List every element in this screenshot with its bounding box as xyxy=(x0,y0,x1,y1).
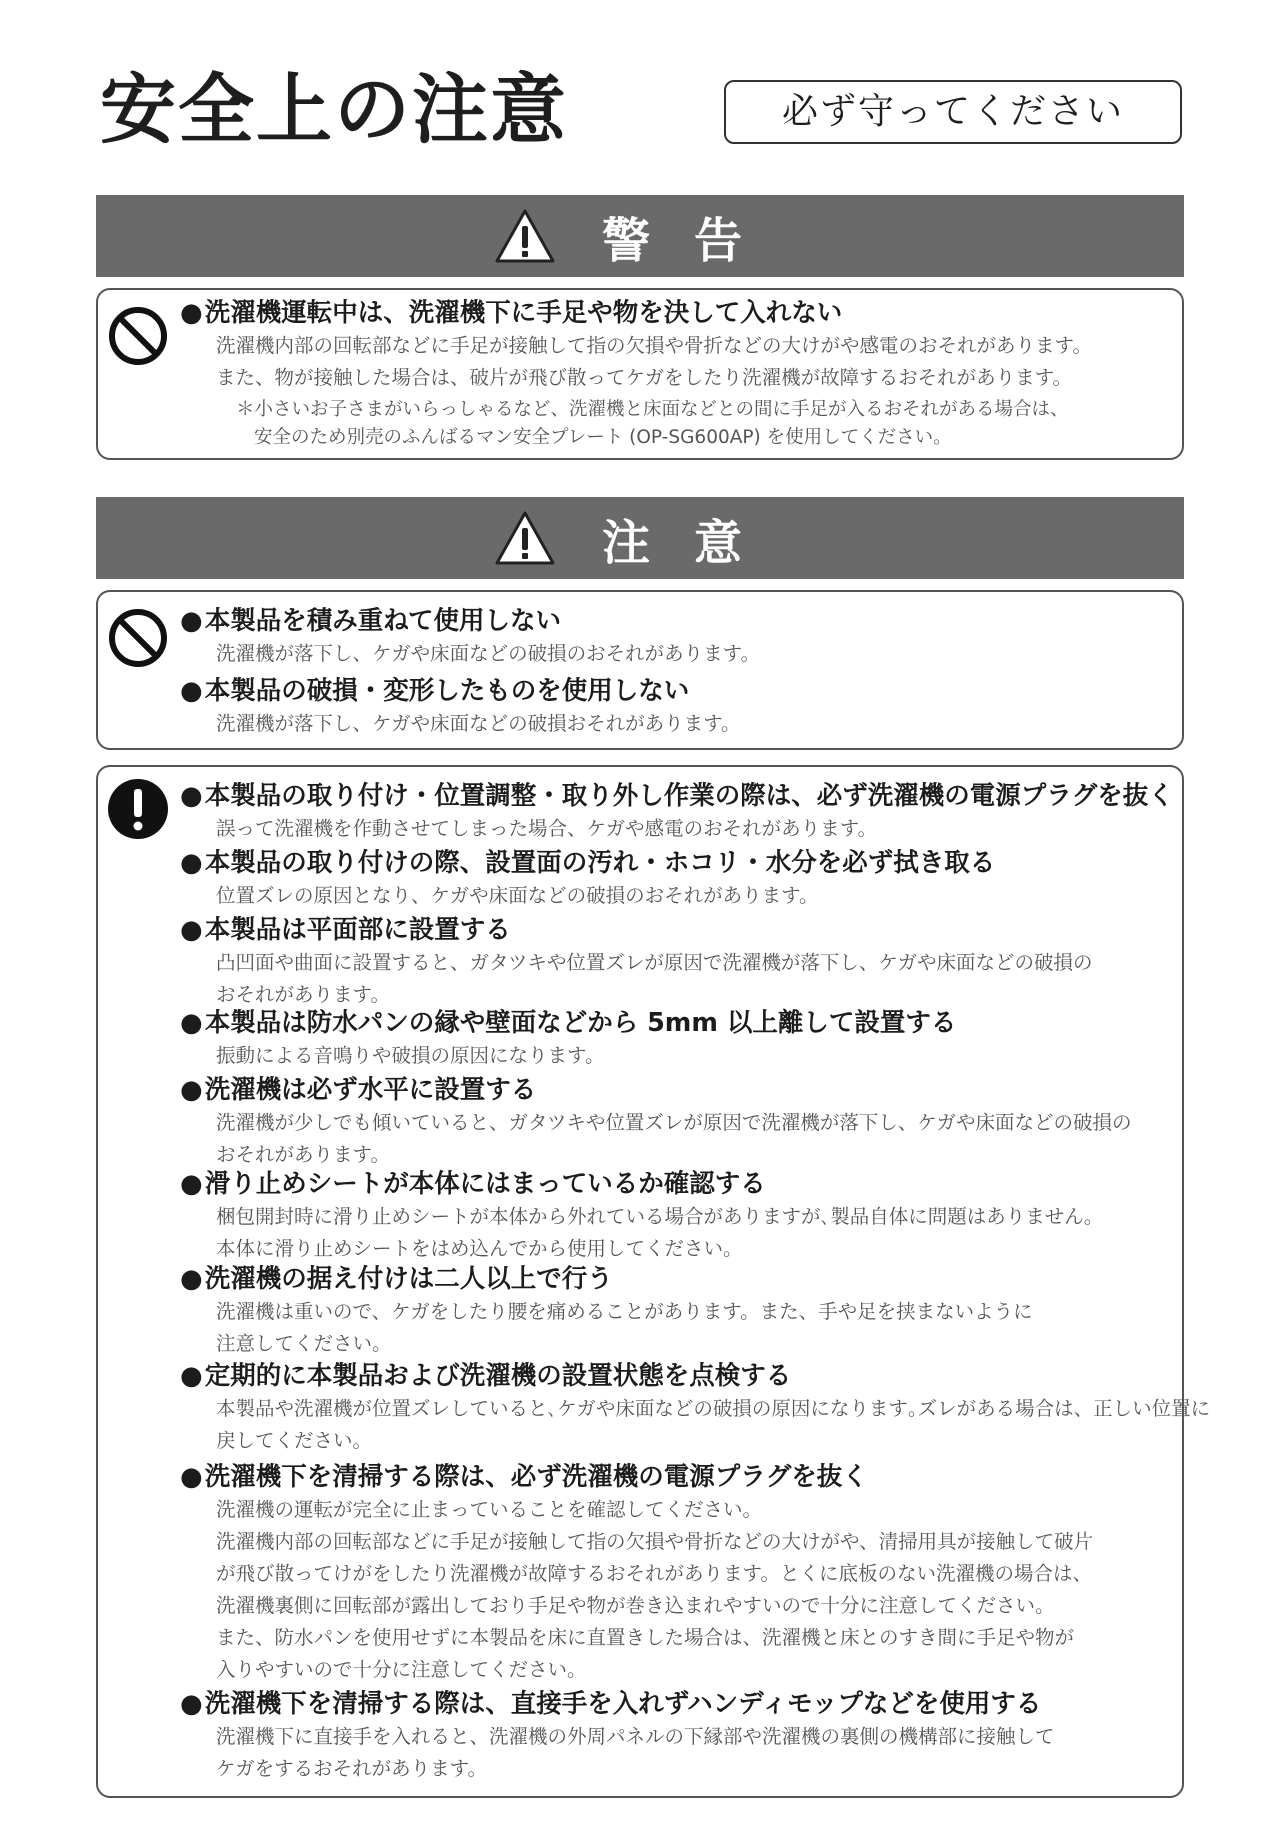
item-note xyxy=(236,396,1176,452)
caution-item xyxy=(180,604,1176,670)
warning-box xyxy=(96,288,1184,460)
caution-item xyxy=(180,1073,1176,1171)
item-body xyxy=(216,1107,1176,1171)
body-line: おそれがあります。 xyxy=(216,983,390,1006)
item-body xyxy=(216,638,1176,670)
body-line: が飛び散ってけがをしたり洗濯機が故障するおそれがあります。とくに底板のない洗濯機の場合は、 xyxy=(216,1562,1092,1585)
body-line: 梱包開封時に滑り止めシートが本体から外れている場合がありますが､製品自体に問題はありません｡ xyxy=(216,1205,1094,1228)
caution-item xyxy=(180,1359,1211,1457)
bullet-icon: ● xyxy=(180,1169,203,1199)
bullet-icon: ● xyxy=(180,606,203,636)
warning-item xyxy=(180,296,1176,452)
warning-triangle-icon xyxy=(494,208,556,264)
body-line: 洗濯機下に直接手を入れると、洗濯機の外周パネルの下縁部や洗濯機の裏側の機構部に接触して xyxy=(216,1725,1055,1748)
caution-prohibit-box xyxy=(96,590,1184,750)
body-line: ケガをするおそれがあります。 xyxy=(216,1757,488,1780)
bullet-icon: ● xyxy=(180,848,203,878)
bullet-icon: ● xyxy=(180,676,203,706)
bullet-icon: ● xyxy=(180,1264,203,1294)
note-line: 安全のため別売のふんばるマン安全プレート (OP-SG600AP) を使用してください。 xyxy=(254,427,952,448)
caution-item xyxy=(180,674,1176,740)
bullet-icon: ● xyxy=(180,1462,203,1492)
body-line: 凸凹面や曲面に設置すると、ガタツキや位置ズレが原因で洗濯機が落下し、ケガや床面などの破損の xyxy=(216,951,1093,974)
item-body xyxy=(216,880,1176,912)
body-line: また、物が接触した場合は、破片が飛び散ってケガをしたり洗濯機が故障するおそれがあります。 xyxy=(216,366,1073,389)
prohibition-icon xyxy=(106,606,170,670)
item-title: 本製品の取り付けの際、設置面の汚れ・ホコリ・水分を必ず拭き取る xyxy=(204,848,996,878)
item-body xyxy=(216,330,1176,394)
note-line: ＊小さいお子さまがいらっしゃるなど、洗濯機と床面などとの間に手足が入るおそれがある場合は、 xyxy=(236,399,1069,420)
item-title: 定期的に本製品および洗濯機の設置状態を点検する xyxy=(204,1361,792,1391)
item-body xyxy=(216,1494,1176,1686)
body-line: 洗濯機内部の回転部などに手足が接触して指の欠損や骨折などの大けがや、清掃用具が接触して破片 xyxy=(216,1530,1094,1553)
item-body xyxy=(216,1296,1176,1360)
item-body xyxy=(216,813,1176,845)
warning-label: 警告 xyxy=(601,212,786,269)
item-body xyxy=(216,1040,1176,1072)
caution-item xyxy=(180,1687,1176,1785)
body-line: 洗濯機は重いので、ケガをしたり腰を痛めることがあります。また、手や足を挟まないように xyxy=(216,1300,1033,1323)
item-title: 洗濯機下を清掃する際は、必ず洗濯機の電源プラグを抜く xyxy=(204,1462,868,1492)
item-title: 洗濯機運転中は、洗濯機下に手足や物を決して入れない xyxy=(204,298,843,328)
body-line: 本製品や洗濯機が位置ズレしていると､ケガや床面などの破損の原因になります｡ズレがある場合は、正しい位置に xyxy=(216,1397,1211,1420)
body-line: 洗濯機の運転が完全に止まっていることを確認してください。 xyxy=(216,1498,763,1521)
item-title: 本製品の取り付け・位置調整・取り外し作業の際は、必ず洗濯機の電源プラグを抜く xyxy=(204,781,1174,811)
must-follow-badge: 必ず守ってください xyxy=(724,80,1182,144)
mandatory-exclamation-icon xyxy=(106,777,170,841)
body-line: 振動による音鳴りや破損の原因になります。 xyxy=(216,1044,605,1067)
caution-item xyxy=(180,1006,1176,1072)
body-line: 洗濯機裏側に回転部が露出しており手足や物が巻き込まれやすいので十分に注意してください。 xyxy=(216,1594,1055,1617)
item-title: 洗濯機下を清掃する際は、直接手を入れずハンディモップなどを使用する xyxy=(204,1689,1042,1719)
caution-mandatory-box xyxy=(96,765,1211,1798)
body-line: 洗濯機内部の回転部などに手足が接触して指の欠損や骨折などの大けがや感電のおそれがあります。 xyxy=(216,334,1092,357)
item-title: 本製品の破損・変形したものを使用しない xyxy=(204,676,690,706)
body-line: 洗濯機が少しでも傾いていると、ガタツキや位置ズレが原因で洗濯機が落下し、ケガや床面などの破損の xyxy=(216,1111,1132,1134)
caution-item xyxy=(180,1460,1176,1686)
item-body xyxy=(216,1393,1211,1457)
caution-item xyxy=(180,779,1176,845)
item-title: 本製品を積み重ねて使用しない xyxy=(204,606,562,636)
bullet-icon: ● xyxy=(180,1008,203,1038)
item-title: 本製品は平面部に設置する xyxy=(204,915,511,945)
body-line: おそれがあります。 xyxy=(216,1143,390,1166)
warning-band xyxy=(96,195,1184,277)
bullet-icon: ● xyxy=(180,915,203,945)
caution-item xyxy=(180,913,1176,1011)
item-body xyxy=(216,708,1176,740)
bullet-icon: ● xyxy=(180,1075,203,1105)
bullet-icon: ● xyxy=(180,781,203,811)
caution-label: 注意 xyxy=(601,514,786,571)
body-line: 戻してください。 xyxy=(216,1429,373,1452)
item-title: 滑り止めシートが本体にはまっているか確認する xyxy=(204,1169,766,1199)
bullet-icon: ● xyxy=(180,1689,203,1719)
item-body xyxy=(216,1721,1176,1785)
body-line: 位置ズレの原因となり、ケガや床面などの破損のおそれがあります。 xyxy=(216,884,819,907)
item-title: 洗濯機は必ず水平に設置する xyxy=(204,1075,537,1105)
body-line: 洗濯機が落下し、ケガや床面などの破損おそれがあります。 xyxy=(216,712,741,735)
prohibition-icon xyxy=(106,304,170,368)
item-body xyxy=(216,1201,1176,1265)
item-body xyxy=(216,947,1176,1011)
caution-band xyxy=(96,497,1184,579)
body-line: 洗濯機が落下し、ケガや床面などの破損のおそれがあります。 xyxy=(216,642,761,665)
bullet-icon: ● xyxy=(180,298,203,328)
body-line: また、防水パンを使用せずに本製品を床に直置きした場合は、洗濯機と床とのすき間に手足や物が xyxy=(216,1626,1075,1649)
caution-item xyxy=(180,1262,1176,1360)
warning-triangle-icon xyxy=(494,510,556,566)
bullet-icon: ● xyxy=(180,1361,203,1391)
body-line: 誤って洗濯機を作動させてしまった場合、ケガや感電のおそれがあります。 xyxy=(216,817,878,840)
body-line: 注意してください。 xyxy=(216,1332,392,1355)
page-title: 安全上の注意 xyxy=(100,65,568,154)
caution-item xyxy=(180,846,1176,912)
item-title: 洗濯機の据え付けは二人以上で行う xyxy=(204,1264,613,1294)
body-line: 本体に滑り止めシートをはめ込んでから使用してください。 xyxy=(216,1237,743,1260)
caution-item xyxy=(180,1167,1176,1265)
item-title: 本製品は防水パンの縁や壁面などから 5mm 以上離して設置する xyxy=(204,1008,957,1038)
body-line: 入りやすいので十分に注意してください。 xyxy=(216,1658,587,1681)
